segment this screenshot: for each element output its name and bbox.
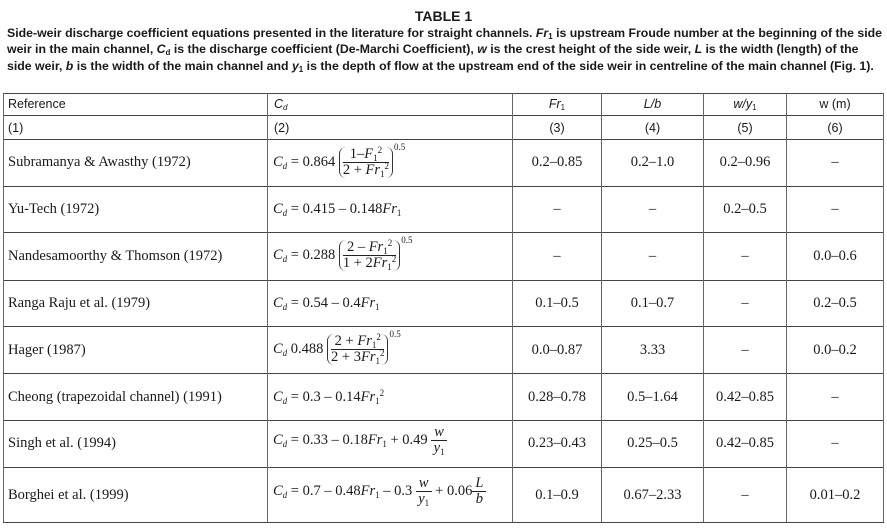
row-wy1: – (741, 342, 749, 358)
row-w: 0.0–0.2 (813, 342, 857, 358)
row-w: – (831, 201, 839, 217)
col-number: (2) (274, 121, 290, 135)
header-reference: Reference (8, 97, 66, 111)
row-wy1: – (741, 487, 749, 503)
row-divider (3, 420, 884, 421)
cd-equation: $C_d = 0.864$ $\frac{1-F_1^2}{2 + Fr_1^2}$ $^{0.5}$ (273, 142, 406, 180)
row-w: – (831, 389, 839, 405)
row-wy1: 0.2–0.5 (723, 201, 767, 217)
header-lb: L/b (643, 97, 662, 111)
row-fr1: 0.23–0.43 (528, 435, 586, 451)
row-fr1: 0.1–0.5 (535, 295, 579, 311)
row-lb: 0.2–1.0 (630, 154, 675, 170)
row-w: 0.0–0.6 (813, 248, 857, 264)
rule-top (3, 93, 884, 94)
row-lb: – (648, 201, 657, 217)
cd-equation: $C_d = 0.33 - 0.18Fr_1 + 0.49$ $\frac{w}{y_1}$ (273, 425, 447, 456)
row-lb: 0.25–0.5 (627, 435, 678, 451)
cd-equation: $C_d = 0.415 - 0.148Fr_1$ (273, 201, 402, 218)
row-w: 0.01–0.2 (809, 487, 861, 503)
row-divider (3, 326, 884, 327)
row-divider (3, 280, 884, 281)
row-lb: 0.5–1.64 (627, 389, 678, 405)
table-caption: Side-weir discharge coefficient equations presented in the literature for straight channels. $Fr_1$ is upstream Froude number at the beginning of the side weir in the main channel, $C_d$ is the discharge coefficient (De-Marchi Coefficient), w is the crest height of the side weir, L is the width (length) of the side weir, b is the width of the main channel and $y_1$ is the depth of flow at the upstream end of the side weir in centreline of the main channel (Fig. 1). (7, 26, 882, 74)
header-w: w (m) (819, 97, 851, 111)
cd-equation: $C_d$ 0.488 $\frac{2 + Fr_1^2}{2 + 3Fr_1^2}$ $^{0.5}$ (273, 329, 401, 367)
row-lb: 3.33 (639, 342, 666, 358)
rule-bottom (3, 522, 884, 523)
row-w: – (831, 154, 839, 170)
row-fr1: 0.2–0.85 (531, 154, 583, 170)
row-reference: Yu-Tech (1972) (8, 201, 100, 217)
row-wy1: – (741, 248, 749, 264)
table-title: TABLE 1 (414, 8, 473, 24)
row-wy1: 0.42–0.85 (716, 435, 774, 451)
col-number: (1) (8, 121, 24, 135)
cd-equation: $C_d = 0.54 - 0.4Fr_1$ (273, 295, 380, 312)
row-lb: – (648, 248, 657, 264)
row-reference: Nandesamoorthy & Thomson (1972) (8, 248, 223, 264)
row-fr1: 0.0–0.87 (531, 342, 583, 358)
col-number: (3) (549, 121, 565, 135)
cd-equation: $C_d = 0.3 - 0.14Fr_1^2$ (273, 388, 385, 406)
cd-equation: $C_d = 0.7 - 0.48Fr_1 - 0.3$ $\frac{w}{y_1}$ + 0.06 $\frac{L}{b}$ (273, 476, 486, 507)
row-divider (3, 232, 884, 233)
column-border (267, 93, 268, 522)
row-wy1: 0.2–0.96 (719, 154, 771, 170)
row-fr1: 0.28–0.78 (528, 389, 586, 405)
row-wy1: – (741, 295, 749, 311)
row-w: – (831, 435, 839, 451)
row-divider (3, 186, 884, 187)
column-border (883, 93, 884, 522)
row-fr1: – (553, 201, 561, 217)
rule-numbers (3, 139, 884, 140)
row-fr1: 0.1–0.9 (535, 487, 579, 503)
col-number: (4) (644, 121, 661, 135)
header-wy1: $w/y_1$ (733, 97, 757, 112)
row-reference: Hager (1987) (8, 342, 86, 358)
col-number: (5) (737, 121, 753, 135)
row-reference: Ranga Raju et al. (1979) (8, 295, 151, 311)
row-fr1: – (553, 248, 561, 264)
row-reference: Singh et al. (1994) (8, 435, 116, 451)
row-w: 0.2–0.5 (813, 295, 857, 311)
header-fr1: $Fr_1$ (548, 97, 566, 112)
row-reference: Borghei et al. (1999) (8, 487, 129, 503)
cd-equation: $C_d = 0.288$ $\frac{2 - Fr_1^2}{1 + 2Fr_1^2}$ $^{0.5}$ (273, 235, 413, 273)
row-lb: 0.1–0.7 (630, 295, 675, 311)
row-reference: Subramanya & Awasthy (1972) (8, 154, 191, 170)
row-lb: 0.67–2.33 (623, 487, 682, 503)
column-border (3, 93, 4, 522)
header-cd: $C_d$ (274, 97, 288, 112)
row-divider (3, 467, 884, 468)
row-divider (3, 373, 884, 374)
row-wy1: 0.42–0.85 (716, 389, 774, 405)
col-number: (6) (827, 121, 843, 135)
row-reference: Cheong (trapezoidal channel) (1991) (8, 389, 222, 405)
rule-header (3, 115, 884, 116)
